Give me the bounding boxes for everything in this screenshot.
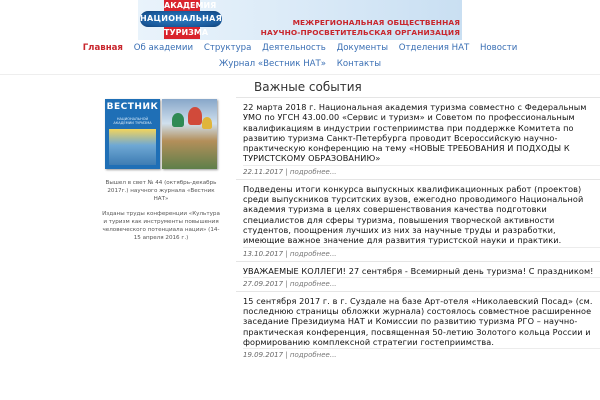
nav-about[interactable]: Об академии [133, 43, 194, 53]
news-item-text[interactable]: Подведены итоги конкурса выпускных квалификационных работ (проектов) среди выпускников турситских вузов, ежегодно проводимого Национальной академия туризма в целях совершенствования качества подготовки специалистов для сферы туризма, повышения творческой активности студентов, поощрения лучших из них за научные труды и разработки, имеющие важное значение для развития туристской науки и практики. [243, 183, 584, 246]
nav-divider [0, 74, 600, 75]
journal-cover-photo [109, 129, 156, 165]
nav-contacts[interactable]: Контакты [336, 59, 382, 69]
journal-covers [100, 97, 222, 177]
logo-line-tourism: ТУРИЗМА [164, 28, 209, 37]
nav-journal[interactable]: Журнал «Вестник НАТ» [218, 59, 327, 69]
journal-issue-caption[interactable]: Вышел в свет № 44 (октябрь-декабрь 2017г.) научного журнала «Вестник НАТ» [105, 180, 217, 203]
sidebar-captions [100, 179, 222, 242]
nav-row-secondary [0, 58, 600, 71]
news-item [236, 97, 600, 179]
read-more-link[interactable]: подробнее... [289, 167, 337, 176]
read-more-link[interactable]: подробнее... [289, 279, 337, 288]
news-item-date: 27.09.2017 [243, 279, 284, 288]
nav-news[interactable]: Новости [479, 43, 518, 53]
news-item-meta [243, 277, 600, 291]
academy-logo[interactable] [140, 0, 223, 40]
meta-separator: | [285, 167, 290, 176]
nav-branches[interactable]: Отделения НАТ [398, 43, 470, 53]
news-item [236, 179, 600, 261]
organization-type [261, 18, 460, 38]
nav-home[interactable]: Главная [82, 43, 123, 53]
meta-separator: | [285, 249, 290, 258]
logo-line-national: НАЦИОНАЛЬНАЯ [140, 11, 222, 27]
church-dome-shape [202, 117, 212, 129]
journal-cover-subtitle: НАЦИОНАЛЬНОЙ АКАДЕМИИ ТУРИЗМА [113, 117, 152, 125]
news-item-date: 13.10.2017 [243, 249, 284, 258]
news-item-text[interactable]: 15 сентября 2017 г. в г. Суздале на базе Арт-отеля «Николаевский Посад» (см. последнюю страницы обложки журнала) состоялось совместное расширенное заседание Президиума НАТ и Комиссии по развитию туризма РГО – научно-практическая конференция, посвященная 50-летию Золотого кольца России и формированию комплексной стратегии гостеприимства. [243, 295, 593, 348]
read-more-link[interactable]: подробнее... [289, 351, 337, 360]
meta-separator: | [285, 279, 290, 288]
news-item-meta [243, 247, 600, 261]
nav-activity[interactable]: Деятельность [262, 43, 326, 53]
proceedings-caption[interactable]: Изданы труды конференции «Культура и туризм как инструменты повышения человеческого потенциала нации» (14-15 апреля 2016 г.) [102, 210, 220, 242]
news-item [236, 291, 600, 362]
news-item-meta [243, 165, 600, 179]
read-more-link[interactable]: подробнее... [289, 249, 337, 258]
news-item-text[interactable]: УВАЖАЕМЫЕ КОЛЛЕГИ! 27 сентября - Всемирный день туризма! С праздником! [243, 265, 594, 276]
journal-cover-title: ВЕСТНИК [106, 102, 159, 112]
news-item-date: 22.11.2017 [243, 167, 284, 176]
news-item [236, 261, 600, 291]
church-dome-shape [172, 113, 184, 127]
organization-type-line2: НАУЧНО-ПРОСВЕТИТЕЛЬСКАЯ ОРГАНИЗАЦИЯ [260, 28, 460, 37]
news-item-date: 19.09.2017 [243, 351, 284, 360]
meta-separator: | [285, 351, 290, 360]
news-item-meta [243, 348, 600, 362]
nav-row-primary [0, 42, 600, 55]
church-dome-shape [188, 107, 202, 125]
organization-type-line1: МЕЖРЕГИОНАЛЬНАЯ ОБЩЕСТВЕННАЯ [292, 18, 460, 27]
nav-documents[interactable]: Документы [336, 43, 388, 53]
logo-line-academy: АКАДЕМИЯ [164, 1, 217, 10]
nav-structure[interactable]: Структура [203, 43, 252, 53]
sidebar [100, 97, 222, 248]
journal-cover-image[interactable] [105, 99, 160, 169]
section-title: Важные события [254, 80, 362, 94]
main-navigation [0, 40, 600, 74]
news-list [236, 97, 600, 362]
conference-proceedings-cover-image[interactable] [162, 99, 217, 169]
site-header [138, 0, 462, 40]
news-item-text[interactable]: 22 марта 2018 г. Национальная академия туризма совместно с Федеральным УМО по УГСН 43.00.00 «Сервис и туризм» и Советом по профессиональным квалификациям в индустрии гостеприимства при поддержке Комитета по развитию туризма Санкт-Петербурга проводит Всероссийскую научно-практическую конференцию на тему «НОВЫЕ ТРЕБОВАНИЯ И ПОДХОДЫ К ТУРИСТСКОМУ ОБРАЗОВАНИЮ» [243, 102, 587, 164]
